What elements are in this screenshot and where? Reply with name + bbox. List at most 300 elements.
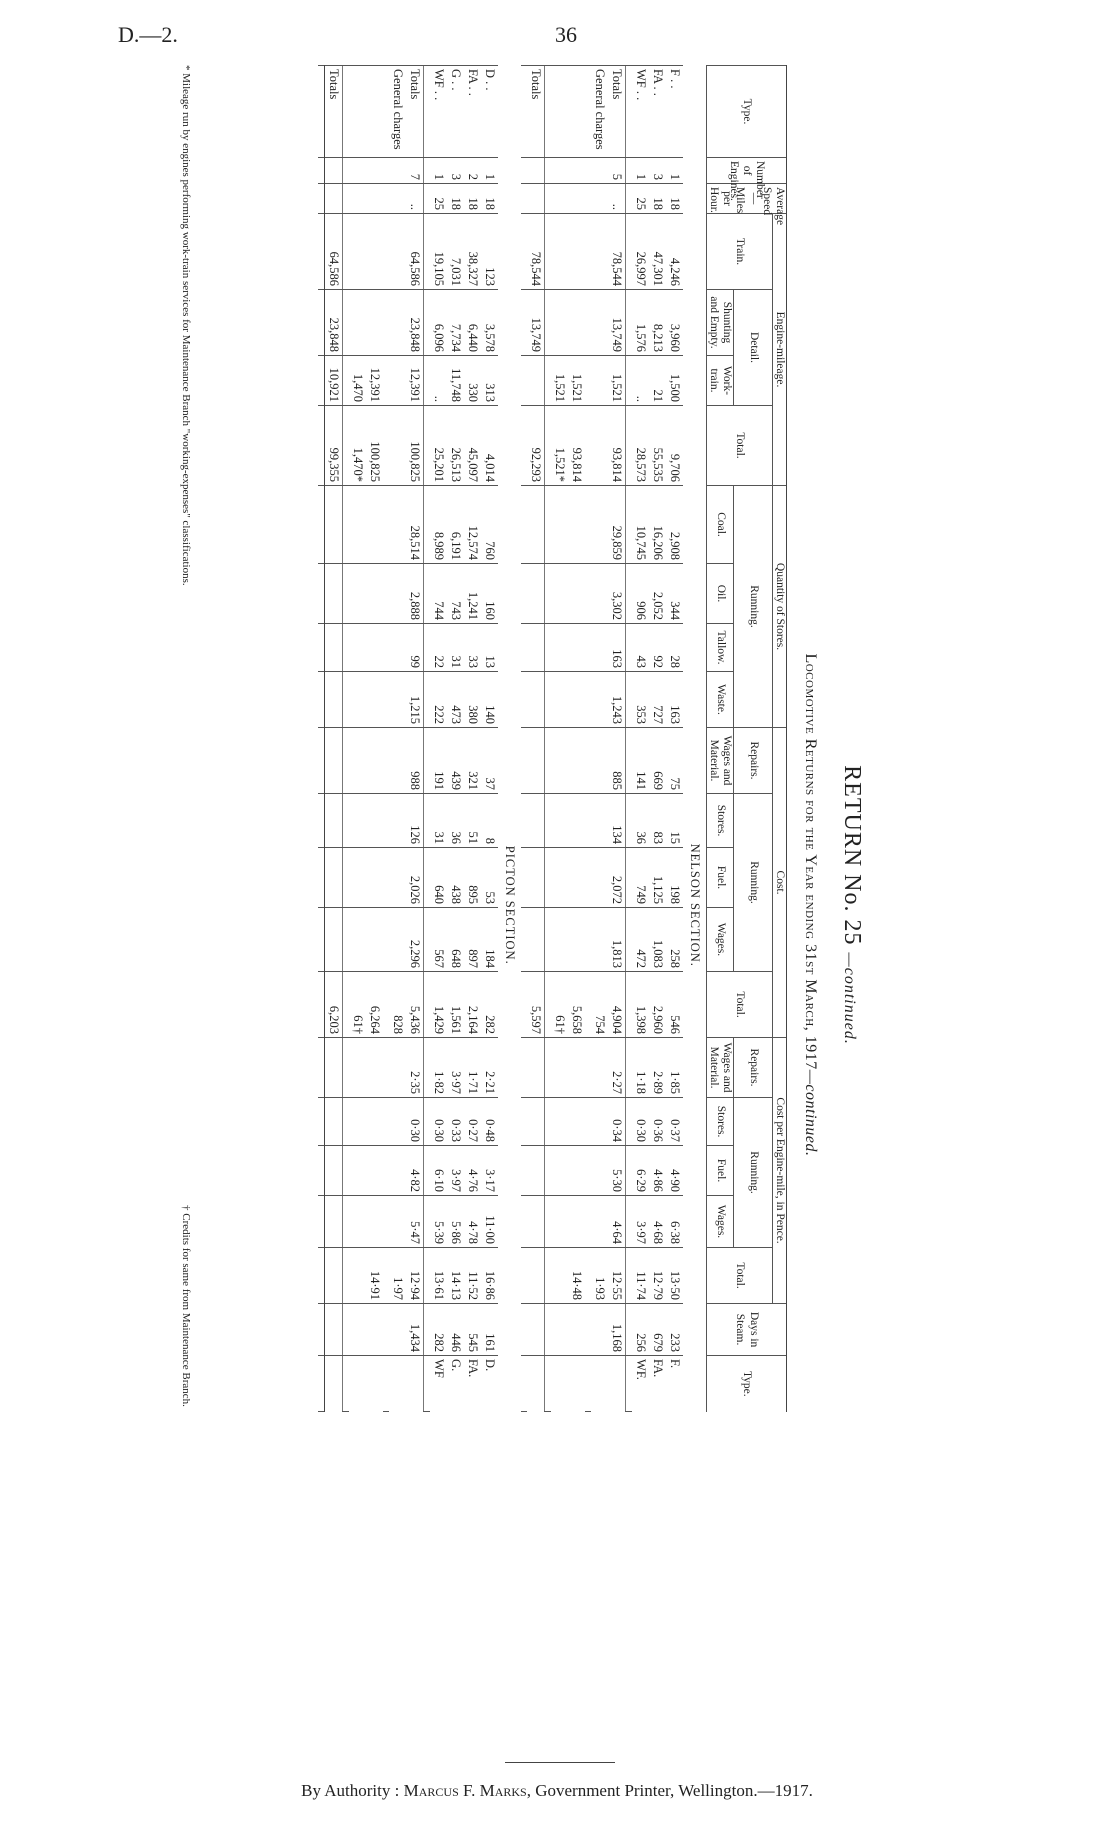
cell-ctotal: 5,658 xyxy=(568,972,585,1038)
cell-p_rep xyxy=(591,1038,608,1098)
cell-train: 26,997 xyxy=(632,214,649,290)
cell-tallow: 99 xyxy=(406,624,424,672)
cell-coal xyxy=(324,486,342,564)
cell-coal: 10,745 xyxy=(632,486,649,564)
cell-type-right: WF xyxy=(430,1356,447,1412)
empty-cell xyxy=(585,1146,591,1196)
empty-cell xyxy=(585,564,591,624)
empty-cell xyxy=(383,1412,389,1745)
cell-days: 1,168 xyxy=(608,1304,626,1356)
cell-tallow: 13 xyxy=(481,624,498,672)
cell-total: 100,825 xyxy=(406,406,424,486)
cell-tallow: 92 xyxy=(649,624,666,672)
final-totals-row xyxy=(527,66,545,1746)
cell-type xyxy=(568,66,585,158)
cell-p_wages: 4·78 xyxy=(464,1196,481,1248)
empty-cell xyxy=(625,1248,632,1304)
empty-cell xyxy=(423,1196,430,1248)
empty-cell xyxy=(383,848,389,908)
empty-cell xyxy=(342,1196,349,1248)
cell-tallow: 43 xyxy=(632,624,649,672)
empty-cell xyxy=(318,184,325,214)
col-cost: Cost. xyxy=(772,728,786,1038)
empty-cell xyxy=(383,290,389,356)
cell-total: 1,521* xyxy=(551,406,568,486)
cell-spd xyxy=(568,184,585,214)
cell-rep: 321 xyxy=(464,728,481,794)
col-engine-mileage: Engine-mileage. xyxy=(772,214,786,486)
cell-oil xyxy=(366,564,383,624)
empty-cell xyxy=(318,1196,325,1248)
empty-cell xyxy=(383,214,389,290)
empty-cell xyxy=(383,564,389,624)
cell-p_rep xyxy=(349,1038,366,1098)
empty-cell xyxy=(625,564,632,624)
cell-ctotal: 1,561 xyxy=(447,972,464,1038)
cell-p_total: 11·52 xyxy=(464,1248,481,1304)
return-subtitle: Locomotive Returns for the Year ending 31st March, 1917—continued. xyxy=(802,653,819,1157)
section-title-row xyxy=(683,66,707,1746)
adjustment-row xyxy=(551,66,568,1746)
cell-fuel: 1,125 xyxy=(649,848,666,908)
cell-p_total: 1·93 xyxy=(591,1248,608,1304)
cell-spd xyxy=(349,184,366,214)
empty-cell xyxy=(544,214,551,290)
empty-cell xyxy=(521,1038,527,1098)
empty-cell xyxy=(423,1412,430,1745)
cell-work xyxy=(527,356,545,406)
empty-cell xyxy=(625,1304,632,1356)
cell-p_rep xyxy=(366,1038,383,1098)
empty-cell xyxy=(585,214,591,290)
cell-train: 38,327 xyxy=(464,214,481,290)
cell-p_total: 12·55 xyxy=(608,1248,626,1304)
cell-n: 3 xyxy=(649,158,666,184)
col-pence-running: Running. xyxy=(734,1098,773,1248)
cell-shunt xyxy=(366,290,383,356)
cell-p_wages xyxy=(366,1196,383,1248)
cell-stores xyxy=(527,794,545,848)
cell-p_stores xyxy=(527,1098,545,1146)
empty-cell xyxy=(423,908,430,972)
page-number: 36 xyxy=(555,22,577,47)
cell-p_wages xyxy=(349,1196,366,1248)
empty-cell xyxy=(544,486,551,564)
cell-ctotal: 828 xyxy=(389,972,406,1038)
cell-type: FA . . xyxy=(649,66,666,158)
col-number-engines: Number of Engines. xyxy=(706,158,786,184)
cell-total: 93,814 xyxy=(608,406,626,486)
totals-row xyxy=(608,66,626,1746)
cell-coal xyxy=(591,486,608,564)
col-cost-repairs: Repairs. xyxy=(734,728,773,794)
cell-n xyxy=(568,158,585,184)
cell-p_total xyxy=(324,1248,342,1304)
spacer-row xyxy=(342,66,349,1746)
empty-cell xyxy=(423,290,430,356)
cell-fuel xyxy=(366,848,383,908)
cell-p_stores: 0·37 xyxy=(666,1098,683,1146)
cell-tallow xyxy=(324,624,342,672)
col-quantity-stores: Quantity of Stores. xyxy=(772,486,786,728)
cell-total xyxy=(389,406,406,486)
empty-cell xyxy=(585,1196,591,1248)
empty-cell xyxy=(625,624,632,672)
cell-wages xyxy=(551,908,568,972)
cell-total: 45,097 xyxy=(464,406,481,486)
cell-ctotal: 754 xyxy=(591,972,608,1038)
cell-p_total xyxy=(349,1248,366,1304)
empty-cell xyxy=(318,1304,325,1356)
rotated-table-block xyxy=(145,65,905,1745)
cell-tallow: 22 xyxy=(430,624,447,672)
cell-p_fuel xyxy=(366,1146,383,1196)
empty-cell xyxy=(544,1098,551,1146)
general-charges-row xyxy=(591,66,608,1746)
cell-type: Totals xyxy=(527,66,545,158)
col-detail: Detail. xyxy=(734,290,773,406)
spacer-row xyxy=(383,66,389,1746)
empty-cell xyxy=(383,1146,389,1196)
section-title: NELSON SECTION. xyxy=(687,843,702,967)
adjustment-row xyxy=(349,66,366,1746)
cell-waste: 222 xyxy=(430,672,447,728)
cell-p_fuel xyxy=(324,1146,342,1196)
empty-cell xyxy=(625,848,632,908)
cell-tallow xyxy=(591,624,608,672)
empty-cell xyxy=(342,624,349,672)
cell-p_total: 12·79 xyxy=(649,1248,666,1304)
empty-cell xyxy=(544,1248,551,1304)
cell-p_stores xyxy=(551,1098,568,1146)
empty-cell xyxy=(585,290,591,356)
empty-cell xyxy=(544,158,551,184)
cell-p_fuel: 3·17 xyxy=(481,1146,498,1196)
col-pence-wages-material: Wages and Material. xyxy=(706,1038,733,1098)
col-cost-running: Running. xyxy=(734,794,773,972)
cell-days: 256 xyxy=(632,1304,649,1356)
empty-cell xyxy=(383,486,389,564)
empty-cell xyxy=(342,406,349,486)
footnote-dagger: † Credits for same from Maintenance Branch. xyxy=(180,1205,192,1407)
cell-ctotal: 282 xyxy=(481,972,498,1038)
cell-p_total: 1·97 xyxy=(389,1248,406,1304)
cell-p_wages xyxy=(551,1196,568,1248)
cell-stores xyxy=(349,794,366,848)
cell-spd: .. xyxy=(406,184,424,214)
empty-cell xyxy=(521,1412,527,1745)
col-cost-total: Total. xyxy=(706,972,772,1038)
cell-p_fuel: 3·97 xyxy=(447,1146,464,1196)
empty-cell xyxy=(423,672,430,728)
empty-cell xyxy=(318,356,325,406)
cell-p_fuel xyxy=(568,1146,585,1196)
cell-rep xyxy=(389,728,406,794)
cell-p_stores: 0·30 xyxy=(632,1098,649,1146)
cell-stores xyxy=(591,794,608,848)
cell-ctotal: 1,429 xyxy=(430,972,447,1038)
footnote-star: * Mileage run by engines performing work-train services for Maintenance Branch "working-expenses" classifications. xyxy=(180,65,192,586)
cell-p_total: 14·91 xyxy=(366,1248,383,1304)
cell-work: 1,521 xyxy=(551,356,568,406)
cell-waste: 727 xyxy=(649,672,666,728)
cell-type-right: FA. xyxy=(649,1356,666,1412)
cell-p_total: 14·48 xyxy=(568,1248,585,1304)
cell-oil: 160 xyxy=(481,564,498,624)
cell-total: 28,573 xyxy=(632,406,649,486)
empty-cell xyxy=(383,672,389,728)
cell-spd: 25 xyxy=(430,184,447,214)
cell-shunt: 23,848 xyxy=(324,290,342,356)
cell-coal xyxy=(349,486,366,564)
cell-rep xyxy=(324,728,342,794)
cell-n xyxy=(551,158,568,184)
empty-cell xyxy=(521,184,527,214)
empty-cell xyxy=(342,66,349,158)
cell-spd: 18 xyxy=(666,184,683,214)
cell-n: 1 xyxy=(481,158,498,184)
cell-p_stores: 0·36 xyxy=(649,1098,666,1146)
empty-cell xyxy=(544,794,551,848)
cell-fuel: 53 xyxy=(481,848,498,908)
cell-waste: 473 xyxy=(447,672,464,728)
cell-days xyxy=(551,1304,568,1356)
cell-type: F . . xyxy=(666,66,683,158)
cell-rep: 37 xyxy=(481,728,498,794)
cell-fuel: 2,026 xyxy=(406,848,424,908)
empty-cell xyxy=(585,184,591,214)
empty-cell xyxy=(544,848,551,908)
cell-p_rep: 2·27 xyxy=(608,1038,626,1098)
cell-tallow xyxy=(349,624,366,672)
cell-oil: 2,052 xyxy=(649,564,666,624)
cell-wages: 258 xyxy=(666,908,683,972)
cell-shunt: 8,213 xyxy=(649,290,666,356)
cell-shunt: 1,576 xyxy=(632,290,649,356)
cell-waste xyxy=(349,672,366,728)
cell-n xyxy=(389,158,406,184)
cell-p_total: 14·13 xyxy=(447,1248,464,1304)
cell-train xyxy=(591,214,608,290)
table-body xyxy=(318,66,707,1746)
cell-n xyxy=(591,158,608,184)
empty-cell xyxy=(318,972,325,1038)
col-cost-fuel: Fuel. xyxy=(706,848,733,908)
cell-type xyxy=(366,66,383,158)
cell-p_fuel: 6·29 xyxy=(632,1146,649,1196)
cell-n: 1 xyxy=(430,158,447,184)
cell-rep: 885 xyxy=(608,728,626,794)
col-tallow: Tallow. xyxy=(706,624,733,672)
locomotive-returns-table xyxy=(318,65,787,1745)
cell-stores: 134 xyxy=(608,794,626,848)
empty-cell xyxy=(625,728,632,794)
cell-type: Totals xyxy=(608,66,626,158)
cell-p_wages: 11·00 xyxy=(481,1196,498,1248)
cell-oil xyxy=(591,564,608,624)
empty-cell xyxy=(342,1248,349,1304)
empty-cell xyxy=(383,1038,389,1098)
empty-cell xyxy=(585,66,591,158)
footer-imprint: By Authority : Marcus F. Marks, Government Printer, Wellington.—1917. xyxy=(301,1781,813,1800)
col-pence-stores: Stores. xyxy=(706,1098,733,1146)
cell-p_fuel: 6·10 xyxy=(430,1146,447,1196)
empty-cell xyxy=(521,624,527,672)
cell-shunt xyxy=(349,290,366,356)
cell-total: 92,293 xyxy=(527,406,545,486)
cell-tallow xyxy=(389,624,406,672)
cell-fuel xyxy=(389,848,406,908)
empty-cell xyxy=(544,184,551,214)
cell-train xyxy=(568,214,585,290)
empty-cell xyxy=(585,624,591,672)
cell-total: 55,535 xyxy=(649,406,666,486)
table-row xyxy=(666,66,683,1746)
empty-cell xyxy=(383,158,389,184)
cell-p_stores xyxy=(591,1098,608,1146)
cell-p_rep xyxy=(568,1038,585,1098)
cell-work: 1,470 xyxy=(349,356,366,406)
cell-stores xyxy=(389,794,406,848)
empty-cell xyxy=(521,564,527,624)
table-row xyxy=(649,66,666,1746)
cell-oil xyxy=(349,564,366,624)
empty-cell xyxy=(423,1356,430,1412)
empty-cell xyxy=(585,1098,591,1146)
cell-stores: 126 xyxy=(406,794,424,848)
cell-fuel xyxy=(527,848,545,908)
empty-cell xyxy=(544,1412,551,1745)
cell-train xyxy=(551,214,568,290)
col-work-train: Work-train. xyxy=(706,356,733,406)
cell-wages: 184 xyxy=(481,908,498,972)
cell-train: 78,544 xyxy=(527,214,545,290)
cell-oil: 906 xyxy=(632,564,649,624)
empty-cell xyxy=(318,1038,325,1098)
cell-type-right xyxy=(366,1356,383,1412)
empty-cell xyxy=(318,908,325,972)
empty-cell xyxy=(585,406,591,486)
cell-type xyxy=(551,66,568,158)
final-totals-row xyxy=(324,66,342,1746)
empty-cell xyxy=(585,486,591,564)
cell-p_wages: 5·47 xyxy=(406,1196,424,1248)
empty-cell xyxy=(625,290,632,356)
cell-type: Totals xyxy=(324,66,342,158)
empty-cell xyxy=(625,1146,632,1196)
cell-train: 64,586 xyxy=(406,214,424,290)
cell-p_fuel: 4·90 xyxy=(666,1146,683,1196)
empty-cell xyxy=(521,356,527,406)
empty-cell xyxy=(625,672,632,728)
cell-train: 19,105 xyxy=(430,214,447,290)
cell-p_wages xyxy=(324,1196,342,1248)
cell-oil xyxy=(568,564,585,624)
cell-p_stores: 0·30 xyxy=(406,1098,424,1146)
cell-wages: 567 xyxy=(430,908,447,972)
totals-row xyxy=(406,66,424,1746)
cell-days xyxy=(366,1304,383,1356)
cell-p_rep: 3·97 xyxy=(447,1038,464,1098)
cell-train: 47,301 xyxy=(649,214,666,290)
cell-total: 1,470* xyxy=(349,406,366,486)
empty-cell xyxy=(625,972,632,1038)
cell-stores: 51 xyxy=(464,794,481,848)
cell-work: 12,391 xyxy=(366,356,383,406)
table-row xyxy=(430,66,447,1746)
cell-ctotal: 2,164 xyxy=(464,972,481,1038)
cell-oil: 744 xyxy=(430,564,447,624)
cell-type-right xyxy=(568,1356,585,1412)
empty-cell xyxy=(521,672,527,728)
empty-cell xyxy=(544,406,551,486)
cell-total: 100,825 xyxy=(366,406,383,486)
cell-waste xyxy=(324,672,342,728)
empty-cell xyxy=(625,1196,632,1248)
cell-n xyxy=(366,158,383,184)
empty-cell xyxy=(383,184,389,214)
table-row xyxy=(464,66,481,1746)
spacer-row xyxy=(585,66,591,1746)
empty-cell xyxy=(423,624,430,672)
cell-ctotal: 2,960 xyxy=(649,972,666,1038)
cell-stores xyxy=(568,794,585,848)
cell-type: General charges xyxy=(389,66,406,158)
empty-cell xyxy=(625,794,632,848)
cell-train xyxy=(389,214,406,290)
empty-cell xyxy=(423,1038,430,1098)
cell-p_fuel: 5·30 xyxy=(608,1146,626,1196)
cell-spd xyxy=(551,184,568,214)
cell-p_stores xyxy=(349,1098,366,1146)
cell-type: General charges xyxy=(591,66,608,158)
cell-rep: 75 xyxy=(666,728,683,794)
empty-cell xyxy=(625,356,632,406)
cell-ctotal: 6,264 xyxy=(366,972,383,1038)
cell-fuel xyxy=(349,848,366,908)
cell-waste: 1,215 xyxy=(406,672,424,728)
cell-days: 233 xyxy=(666,1304,683,1356)
cell-rep: 988 xyxy=(406,728,424,794)
cell-p_stores xyxy=(568,1098,585,1146)
section-title: PICTON SECTION. xyxy=(502,845,517,965)
empty-cell xyxy=(585,1412,591,1745)
cell-oil: 344 xyxy=(666,564,683,624)
table-row xyxy=(481,66,498,1746)
col-train: Train. xyxy=(706,214,772,290)
empty-cell xyxy=(625,406,632,486)
cell-work: .. xyxy=(430,356,447,406)
cell-p_total: 13·50 xyxy=(666,1248,683,1304)
cell-total: 25,201 xyxy=(430,406,447,486)
cell-p_total xyxy=(551,1248,568,1304)
cell-type-right xyxy=(527,1356,545,1412)
cell-type-right: G. xyxy=(447,1356,464,1412)
empty-cell xyxy=(342,1038,349,1098)
cell-fuel xyxy=(324,848,342,908)
cell-shunt: 7,734 xyxy=(447,290,464,356)
cell-ctotal: 5,597 xyxy=(527,972,545,1038)
cell-total: 26,513 xyxy=(447,406,464,486)
empty-cell xyxy=(318,1248,325,1304)
cell-train: 64,586 xyxy=(324,214,342,290)
cell-p_stores: 0·30 xyxy=(430,1098,447,1146)
cell-coal xyxy=(366,486,383,564)
empty-cell xyxy=(383,728,389,794)
cell-train: 4,246 xyxy=(666,214,683,290)
cell-p_rep: 1·82 xyxy=(430,1038,447,1098)
cell-type-right: D. xyxy=(481,1356,498,1412)
